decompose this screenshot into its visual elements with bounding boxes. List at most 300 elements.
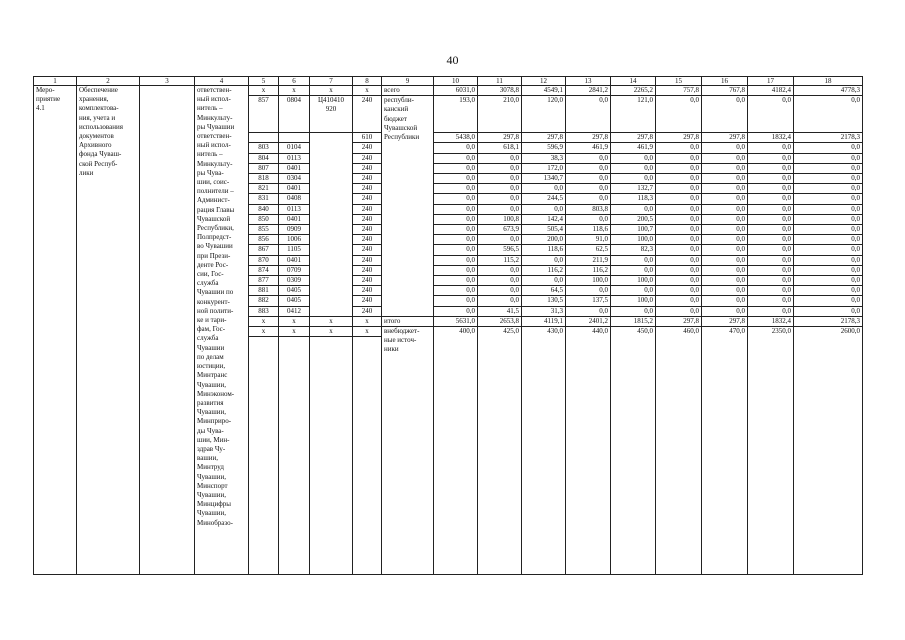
value-cell-col14: 297,8	[611, 133, 656, 143]
grbs-code-cell: 840	[249, 204, 279, 214]
value-cell-col11: 115,2	[478, 255, 522, 265]
value-cell-col10: 0,0	[434, 194, 478, 204]
measure-title-cell	[34, 86, 77, 575]
value-cell-col17: 4182,4	[748, 86, 794, 96]
value-cell-col15: 0,0	[656, 184, 702, 194]
value-cell-col17: 1832,4	[748, 316, 794, 326]
executor-line: Чувашии,	[197, 509, 227, 518]
value-cell-col12: 200,0	[522, 235, 566, 245]
source-itogo-label: итого	[382, 316, 434, 326]
value-cell-col14: 0,0	[611, 204, 656, 214]
value-cell-col16: 0,0	[702, 296, 748, 306]
grbs-code-cell: 831	[249, 194, 279, 204]
value-cell-col18: 2600,0	[794, 327, 863, 575]
value-cell-col18: 0,0	[794, 96, 863, 133]
section-code-cell: x	[279, 316, 310, 326]
value-cell-col12: 0,0	[522, 204, 566, 214]
value-cell-col10: 400,0	[434, 327, 478, 575]
executor-line: ответствен-	[197, 86, 232, 94]
value-cell-col17: 0,0	[748, 143, 794, 153]
executor-line: Минцифры	[197, 500, 231, 509]
expense-type-cell: 240	[353, 265, 382, 275]
value-cell-col13: 118,6	[566, 225, 611, 235]
value-cell-col16: 0,0	[702, 255, 748, 265]
value-cell-col18: 0,0	[794, 143, 863, 153]
value-cell-col11: 0,0	[478, 174, 522, 184]
value-cell-col17: 0,0	[748, 204, 794, 214]
grbs-code-cell: 877	[249, 276, 279, 286]
value-cell-col11: 2653,8	[478, 316, 522, 326]
value-cell-col15: 0,0	[656, 255, 702, 265]
executor-line: служба	[197, 279, 219, 288]
section-code-cell: 0401	[279, 184, 310, 194]
value-cell-col15: 460,0	[656, 327, 702, 575]
value-cell-col16: 470,0	[702, 327, 748, 575]
measure-description-line: ния, учета и	[79, 113, 116, 122]
expense-type-cell: 240	[353, 235, 382, 245]
executor-line: Минтранс	[197, 371, 228, 380]
value-cell-col17: 0,0	[748, 184, 794, 194]
value-cell-col18: 2178,3	[794, 133, 863, 143]
measure-title-line: 4.1	[36, 104, 45, 113]
grbs-code-cell: 855	[249, 225, 279, 235]
target-article-line: x	[329, 86, 333, 94]
value-cell-col15: 757,8	[656, 86, 702, 96]
value-cell-col15: 0,0	[656, 306, 702, 316]
value-cell-col10: 193,0	[434, 96, 478, 133]
value-cell-col16: 297,8	[702, 133, 748, 143]
grbs-code-cell: 882	[249, 296, 279, 306]
value-cell-col11: 0,0	[478, 153, 522, 163]
executor-line: ды Чува-	[197, 426, 224, 435]
expense-type-cell: 240	[353, 245, 382, 255]
expense-type-cell: 240	[353, 286, 382, 296]
source-republic-budget	[382, 96, 434, 317]
grbs-code-cell: 867	[249, 245, 279, 255]
value-cell-col18: 0,0	[794, 163, 863, 173]
target-article-cell	[310, 316, 353, 326]
executor-line: шии, Мин-	[197, 435, 230, 444]
grbs-code-cell: x	[249, 86, 279, 96]
value-cell-col15: 0,0	[656, 235, 702, 245]
expense-type-cell: 240	[353, 296, 382, 306]
section-code-cell: 0304	[279, 174, 310, 184]
grbs-code-cell: 857	[249, 96, 279, 133]
value-cell-col15: 0,0	[656, 153, 702, 163]
value-cell-col11: 0,0	[478, 286, 522, 296]
value-cell-col14: 82,3	[611, 245, 656, 255]
measure-description-line: хранения,	[79, 95, 109, 104]
value-cell-col15: 0,0	[656, 96, 702, 133]
value-cell-col15: 297,8	[656, 316, 702, 326]
value-cell-col14: 0,0	[611, 153, 656, 163]
target-article-line: Ц410410	[317, 96, 345, 105]
section-code-cell: 0709	[279, 265, 310, 275]
grbs-code-cell: x	[249, 316, 279, 326]
value-cell-col17: 0,0	[748, 214, 794, 224]
value-cell-col18: 0,0	[794, 194, 863, 204]
value-cell-col13: 100,0	[566, 276, 611, 286]
grbs-code-cell: 803	[249, 143, 279, 153]
value-cell-col13: 0,0	[566, 163, 611, 173]
value-cell-col15: 0,0	[656, 245, 702, 255]
table-header	[34, 77, 863, 86]
executor-line: нитель –	[197, 150, 223, 159]
executor-line: Админист-	[197, 196, 230, 205]
value-cell-col14: 100,0	[611, 235, 656, 245]
section-code-cell: 0408	[279, 194, 310, 204]
value-cell-col17: 0,0	[748, 306, 794, 316]
value-cell-col11: 0,0	[478, 235, 522, 245]
value-cell-col17: 0,0	[748, 296, 794, 306]
value-cell-col11: 297,8	[478, 133, 522, 143]
value-cell-col14: 100,7	[611, 225, 656, 235]
value-cell-col10: 0,0	[434, 286, 478, 296]
value-cell-col10: 0,0	[434, 245, 478, 255]
value-cell-col10: 0,0	[434, 163, 478, 173]
value-cell-col15: 0,0	[656, 204, 702, 214]
value-cell-col13: 2841,2	[566, 86, 611, 96]
column-header: 1	[34, 77, 77, 86]
value-cell-col13: 0,0	[566, 194, 611, 204]
executor-line: ры Чува-	[197, 168, 224, 177]
value-cell-col18: 0,0	[794, 265, 863, 275]
executor-line: служба	[197, 334, 219, 343]
value-cell-col12: 31,3	[522, 306, 566, 316]
value-cell-col10: 6031,0	[434, 86, 478, 96]
expense-type-cell: 240	[353, 174, 382, 184]
grbs-code-cell	[249, 133, 279, 143]
value-cell-col16: 767,8	[702, 86, 748, 96]
executor-line: нитель –	[197, 104, 223, 113]
section-code-cell: 0412	[279, 306, 310, 316]
executor-line: Полпредст-	[197, 233, 232, 242]
expense-type-cell: 240	[353, 143, 382, 153]
value-cell-col11: 618,1	[478, 143, 522, 153]
value-cell-col15: 0,0	[656, 296, 702, 306]
value-cell-col11: 0,0	[478, 163, 522, 173]
value-cell-col18: 2178,3	[794, 316, 863, 326]
source-republic-budget-line: канский	[384, 105, 409, 114]
section-code-cell: 0804	[279, 96, 310, 133]
value-cell-col13: 91,0	[566, 235, 611, 245]
value-cell-col14: 118,3	[611, 194, 656, 204]
executor-line: вашии,	[197, 454, 218, 463]
measure-description-line: Архивного	[79, 141, 112, 150]
value-cell-col10: 0,0	[434, 225, 478, 235]
executor-line: ный испол-	[197, 95, 231, 104]
value-cell-col10: 0,0	[434, 276, 478, 286]
value-cell-col14: 100,0	[611, 276, 656, 286]
expense-type-cell: 240	[353, 204, 382, 214]
value-cell-col12: 1340,7	[522, 174, 566, 184]
executor-line: Минобразо-	[197, 518, 233, 527]
value-cell-col10: 0,0	[434, 153, 478, 163]
value-cell-col10: 0,0	[434, 204, 478, 214]
value-cell-col11: 41,5	[478, 306, 522, 316]
expense-type-cell: 240	[353, 194, 382, 204]
executor-line: ответствен-	[197, 132, 232, 141]
value-cell-col12: 4119,1	[522, 316, 566, 326]
value-cell-col14: 2265,2	[611, 86, 656, 96]
value-cell-col16: 0,0	[702, 174, 748, 184]
value-cell-col14: 461,9	[611, 143, 656, 153]
value-cell-col18: 0,0	[794, 174, 863, 184]
grbs-code-cell: 874	[249, 265, 279, 275]
section-code-cell: 0309	[279, 276, 310, 286]
value-cell-col12: 130,5	[522, 296, 566, 306]
value-cell-col10: 0,0	[434, 306, 478, 316]
executor-line: сии, Гос-	[197, 270, 224, 279]
source-extrabudget-line: внебюджет-	[384, 327, 420, 336]
empty-cell	[279, 337, 310, 575]
executor-line: Минэконом-	[197, 389, 235, 398]
source-extrabudget	[382, 327, 434, 575]
section-code-cell: 0401	[279, 163, 310, 173]
target-article-cell	[310, 96, 353, 133]
value-cell-col17: 0,0	[748, 174, 794, 184]
value-cell-col11: 673,9	[478, 225, 522, 235]
value-cell-col17: 0,0	[748, 194, 794, 204]
budget-table	[33, 76, 863, 575]
value-cell-col16: 0,0	[702, 143, 748, 153]
executor-line: ный испол-	[197, 141, 231, 150]
column-header: 18	[794, 77, 863, 86]
grbs-code-cell: 870	[249, 255, 279, 265]
value-cell-col12: 596,9	[522, 143, 566, 153]
section-code-cell: 1006	[279, 235, 310, 245]
value-cell-col11: 0,0	[478, 265, 522, 275]
executor-line: юстиции,	[197, 362, 226, 371]
value-cell-col11: 0,0	[478, 296, 522, 306]
value-cell-col18: 0,0	[794, 184, 863, 194]
value-cell-col10: 0,0	[434, 265, 478, 275]
value-cell-col14: 200,5	[611, 214, 656, 224]
value-cell-col15: 0,0	[656, 276, 702, 286]
expense-type-cell: x	[353, 327, 382, 337]
value-cell-col10: 0,0	[434, 143, 478, 153]
executor-line: Минкульту-	[197, 159, 233, 168]
value-cell-col12: 505,4	[522, 225, 566, 235]
value-cell-col18: 4778,3	[794, 86, 863, 96]
column-header: 12	[522, 77, 566, 86]
value-cell-col16: 0,0	[702, 163, 748, 173]
section-code-cell: 0401	[279, 255, 310, 265]
value-cell-col10: 0,0	[434, 214, 478, 224]
value-cell-col14: 450,0	[611, 327, 656, 575]
grbs-code-cell: 804	[249, 153, 279, 163]
executor-line: Чувашской	[197, 214, 231, 223]
executor-line: шии, соис-	[197, 178, 230, 187]
section-code-cell: 0104	[279, 143, 310, 153]
executor-line: ры Чувашии	[197, 122, 235, 131]
empty-cell	[310, 337, 353, 575]
executor-line: Чувашии,	[197, 490, 227, 499]
value-cell-col13: 62,5	[566, 245, 611, 255]
value-cell-col12: 4549,1	[522, 86, 566, 96]
executor-line: полнители –	[197, 187, 234, 196]
executor-line: Чувашии	[197, 343, 225, 352]
value-cell-col18: 0,0	[794, 276, 863, 286]
executor-cell	[195, 86, 249, 575]
column-header: 9	[382, 77, 434, 86]
executor-line: Минспорт	[197, 481, 228, 490]
column-header: 7	[310, 77, 353, 86]
value-cell-col13: 461,9	[566, 143, 611, 153]
value-cell-col11: 596,5	[478, 245, 522, 255]
value-cell-col10: 0,0	[434, 184, 478, 194]
value-cell-col14: 0,0	[611, 255, 656, 265]
value-cell-col11: 100,8	[478, 214, 522, 224]
column-header: 8	[353, 77, 382, 86]
executor-line: Республики,	[197, 224, 234, 233]
empty-cell	[249, 337, 279, 575]
section-code-cell: 0405	[279, 286, 310, 296]
executor-line: Чувашии,	[197, 472, 227, 481]
value-cell-col10: 5631,0	[434, 316, 478, 326]
grbs-code-cell: x	[249, 327, 279, 337]
executor-line: Минкульту-	[197, 113, 233, 122]
measure-description-line: лики	[79, 168, 94, 177]
empty-cell	[140, 86, 195, 575]
value-cell-col16: 0,0	[702, 306, 748, 316]
column-header: 17	[748, 77, 794, 86]
executor-line: по делам	[197, 352, 224, 361]
source-republic-budget-line: Чувашской	[384, 123, 418, 132]
grbs-code-cell: 856	[249, 235, 279, 245]
target-article-cell	[310, 327, 353, 337]
value-cell-col16: 0,0	[702, 245, 748, 255]
value-cell-col16: 0,0	[702, 276, 748, 286]
grbs-code-cell: 818	[249, 174, 279, 184]
value-cell-col13: 0,0	[566, 184, 611, 194]
executor-line: Чувашии по	[197, 288, 234, 297]
value-cell-col15: 0,0	[656, 265, 702, 275]
executor-line: ной полити-	[197, 306, 234, 315]
executor-line: Чувашии,	[197, 408, 227, 417]
value-cell-col17: 2350,0	[748, 327, 794, 575]
value-cell-col13: 0,0	[566, 214, 611, 224]
value-cell-col10: 0,0	[434, 235, 478, 245]
expense-type-cell: 240	[353, 276, 382, 286]
value-cell-col17: 1832,4	[748, 133, 794, 143]
expense-type-cell: 240	[353, 214, 382, 224]
value-cell-col15: 297,8	[656, 133, 702, 143]
value-cell-col13: 0,0	[566, 96, 611, 133]
target-article-line: x	[329, 327, 333, 336]
value-cell-col14: 0,0	[611, 265, 656, 275]
column-header: 5	[249, 77, 279, 86]
executor-line: Чувашии,	[197, 380, 227, 389]
value-cell-col17: 0,0	[748, 225, 794, 235]
value-cell-col15: 0,0	[656, 194, 702, 204]
value-cell-col18: 0,0	[794, 306, 863, 316]
value-cell-col13: 0,0	[566, 174, 611, 184]
measure-description-line: комплектова-	[79, 104, 119, 113]
value-cell-col17: 0,0	[748, 245, 794, 255]
value-cell-col13: 0,0	[566, 306, 611, 316]
value-cell-col13: 440,0	[566, 327, 611, 575]
target-article-cell	[310, 133, 353, 317]
measure-description-cell	[77, 86, 140, 575]
expense-type-cell: 240	[353, 163, 382, 173]
value-cell-col16: 0,0	[702, 225, 748, 235]
value-cell-col12: 120,0	[522, 96, 566, 133]
section-code-cell: 0113	[279, 204, 310, 214]
value-cell-col12: 0,0	[522, 255, 566, 265]
value-cell-col13: 297,8	[566, 133, 611, 143]
target-article-line: 920	[325, 105, 337, 114]
expense-type-cell: x	[353, 316, 382, 326]
value-cell-col12: 0,0	[522, 276, 566, 286]
value-cell-col13: 137,5	[566, 296, 611, 306]
value-cell-col17: 0,0	[748, 265, 794, 275]
value-cell-col12: 172,0	[522, 163, 566, 173]
executor-line: рация Главы	[197, 205, 235, 214]
expense-type-cell: 240	[353, 255, 382, 265]
measure-description-line: фонда Чуваш-	[79, 150, 122, 159]
value-cell-col17: 0,0	[748, 96, 794, 133]
measure-description-line: использования	[79, 122, 123, 131]
value-cell-col11: 0,0	[478, 184, 522, 194]
value-cell-col14: 1815,2	[611, 316, 656, 326]
value-cell-col12: 38,3	[522, 153, 566, 163]
section-code-cell: 1105	[279, 245, 310, 255]
value-cell-col17: 0,0	[748, 153, 794, 163]
value-cell-col11: 425,0	[478, 327, 522, 575]
source-extrabudget-line: ные источ-	[384, 336, 417, 345]
column-header: 2	[77, 77, 140, 86]
value-cell-col14: 132,7	[611, 184, 656, 194]
section-code-cell	[279, 133, 310, 143]
section-code-cell: x	[279, 86, 310, 96]
grbs-code-cell: 821	[249, 184, 279, 194]
measure-description-line: документов	[79, 132, 114, 141]
executor-line: ке и тари-	[197, 316, 227, 325]
value-cell-col13: 116,2	[566, 265, 611, 275]
section-code-cell: x	[279, 327, 310, 337]
executor-line: здрав Чу-	[197, 444, 226, 453]
value-cell-col14: 0,0	[611, 174, 656, 184]
value-cell-col12: 0,0	[522, 184, 566, 194]
value-cell-col11: 0,0	[478, 276, 522, 286]
value-cell-col12: 297,8	[522, 133, 566, 143]
section-code-cell: 0113	[279, 153, 310, 163]
value-cell-col18: 0,0	[794, 225, 863, 235]
value-cell-col13: 0,0	[566, 153, 611, 163]
value-cell-col11: 210,0	[478, 96, 522, 133]
measure-description-line: ской Респуб-	[79, 159, 118, 168]
value-cell-col14: 0,0	[611, 163, 656, 173]
value-cell-col18: 0,0	[794, 286, 863, 296]
executor-line: конкурент-	[197, 297, 230, 306]
value-cell-col16: 0,0	[702, 184, 748, 194]
measure-title-line: приятие	[36, 95, 61, 104]
source-republic-budget-line: Республики	[384, 133, 420, 142]
executor-line: при Прези-	[197, 251, 231, 260]
value-cell-col15: 0,0	[656, 174, 702, 184]
value-cell-col13: 211,9	[566, 255, 611, 265]
empty-cell	[353, 337, 382, 575]
target-article-cell	[310, 86, 353, 96]
value-cell-col12: 244,5	[522, 194, 566, 204]
value-cell-col14: 0,0	[611, 286, 656, 296]
value-cell-col17: 0,0	[748, 235, 794, 245]
column-header: 16	[702, 77, 748, 86]
value-cell-col11: 0,0	[478, 204, 522, 214]
expense-type-cell: 610	[353, 133, 382, 143]
value-cell-col16: 0,0	[702, 194, 748, 204]
